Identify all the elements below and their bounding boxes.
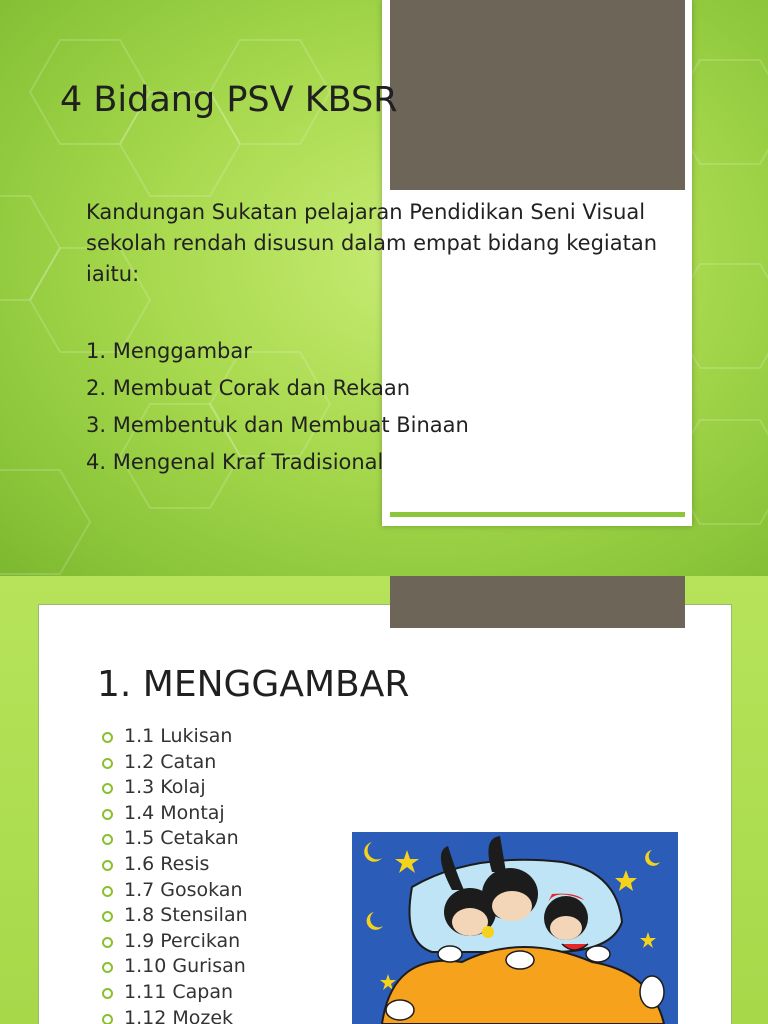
green-accent-line [390,512,685,517]
circle-bullet-icon [102,911,113,922]
circle-bullet-icon [102,962,113,973]
list-item: 1.11 Capan [102,980,248,1006]
list-item: 1. Menggambar [86,339,252,363]
circle-bullet-icon [102,937,113,948]
list-item: 1.4 Montaj [102,801,248,827]
list-item: 4. Mengenal Kraf Tradisional [86,450,384,474]
slide-2 [0,576,768,1024]
circle-bullet-icon [102,783,113,794]
slide-1-title: 4 Bidang PSV KBSR [60,80,398,120]
circle-bullet-icon [102,809,113,820]
list-item: 1.7 Gosokan [102,878,248,904]
circle-bullet-icon [102,886,113,897]
list-item: 2. Membuat Corak dan Rekaan [86,376,411,400]
list-item: 1.10 Gurisan [102,954,248,980]
list-item: 1.5 Cetakan [102,826,248,852]
list-item: 1.6 Resis [102,852,248,878]
menggambar-items-list [102,724,248,1024]
list-item: 1.2 Catan [102,750,248,776]
circle-bullet-icon [102,988,113,999]
sleeping-cartoon-picture [352,832,678,1024]
areas-list [86,333,469,481]
circle-bullet-icon [102,732,113,743]
list-item: 1.8 Stensilan [102,903,248,929]
dark-header-block [390,576,685,628]
list-item: 1.12 Mozek [102,1006,248,1024]
circle-bullet-icon [102,1014,113,1024]
list-item: 3. Membentuk dan Membuat Binaan [86,413,469,437]
circle-bullet-icon [102,860,113,871]
circle-bullet-icon [102,758,113,769]
dark-header-block [390,0,685,190]
slide-1-intro-text: Kandungan Sukatan pelajaran Pendidikan Seni Visual sekolah rendah disusun dalam empat bidang kegiatan iaitu: [86,200,658,286]
list-item: 1.9 Percikan [102,929,248,955]
list-item: 1.1 Lukisan [102,724,248,750]
circle-bullet-icon [102,834,113,845]
slide-2-title: 1. MENGGAMBAR [97,664,410,705]
list-item: 1.3 Kolaj [102,775,248,801]
